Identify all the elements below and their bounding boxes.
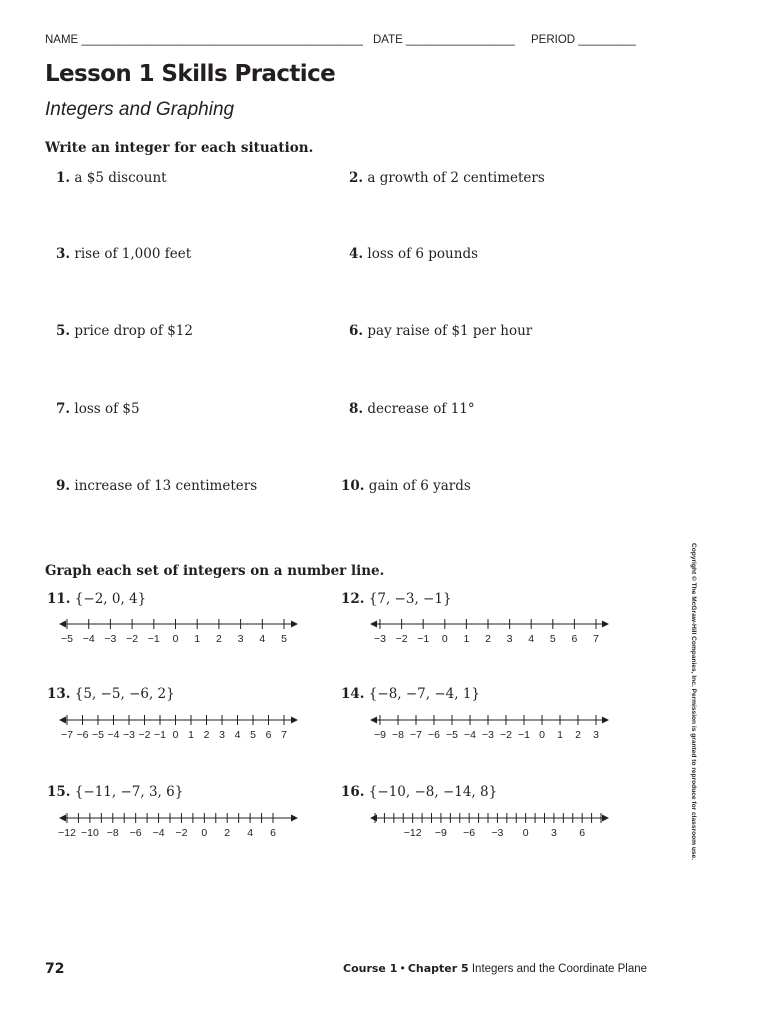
- problem-text: {−2, 0, 4}: [74, 591, 147, 607]
- tick-label: −3: [123, 729, 135, 741]
- tick-label: −1: [147, 633, 160, 645]
- tick-label: 4: [259, 633, 266, 645]
- arrow-right-icon: [291, 815, 298, 822]
- tick-label: −2: [500, 729, 512, 741]
- problem-number: 16.: [341, 784, 365, 800]
- problem-number: 3.: [56, 246, 71, 262]
- tick-label: −4: [107, 729, 120, 741]
- tick-label: 4: [234, 729, 241, 741]
- tick-label: −8: [106, 827, 119, 839]
- number-line-16: [370, 813, 609, 839]
- tick-label: 2: [215, 633, 222, 645]
- problem-text: price drop of $12: [74, 323, 193, 339]
- arrow-right-icon: [291, 621, 298, 628]
- tick-label: 0: [172, 633, 179, 645]
- page-subtitle: Integers and Graphing: [45, 99, 235, 120]
- tick-label: −8: [392, 729, 404, 741]
- problem-number: 12.: [341, 591, 365, 607]
- page-number: 72: [45, 961, 65, 977]
- tick-label: 0: [441, 633, 448, 645]
- problem-number: 4.: [349, 246, 364, 262]
- name-label: NAME: [45, 34, 79, 46]
- tick-label: −1: [154, 729, 166, 741]
- tick-label: 3: [550, 827, 557, 839]
- tick-label: −4: [152, 827, 165, 839]
- section2-instruction: Graph each set of integers on a number line.: [45, 563, 385, 579]
- footer-chapter-title: Integers and the Coordinate Plane: [471, 963, 648, 975]
- problem-number: 9.: [56, 478, 71, 494]
- tick-label: −9: [434, 827, 447, 839]
- tick-label: −6: [463, 827, 476, 839]
- tick-label: −12: [403, 827, 422, 839]
- arrow-right-icon: [602, 621, 609, 628]
- tick-label: −1: [417, 633, 430, 645]
- problem-number: 15.: [47, 784, 71, 800]
- number-line-12: [370, 619, 609, 645]
- tick-label: −5: [92, 729, 104, 741]
- tick-label: 3: [237, 633, 244, 645]
- tick-label: 0: [201, 827, 208, 839]
- name-blank: ____________________________________________: [81, 34, 363, 46]
- tick-label: 5: [250, 729, 256, 741]
- date-blank: _________________: [406, 34, 515, 46]
- problem-text: gain of 6 yards: [368, 478, 471, 494]
- tick-label: 4: [528, 633, 535, 645]
- problem-number: 5.: [56, 323, 71, 339]
- tick-label: 1: [194, 633, 201, 645]
- tick-label: 3: [593, 729, 599, 741]
- arrow-right-icon: [602, 717, 609, 724]
- tick-label: −6: [129, 827, 142, 839]
- date-label: DATE: [373, 34, 403, 46]
- period-label: PERIOD: [531, 34, 576, 46]
- problem-number: 8.: [349, 401, 364, 417]
- problem-text: loss of $5: [74, 401, 140, 417]
- tick-label: 1: [188, 729, 194, 741]
- number-line-14: [370, 715, 609, 741]
- tick-label: 7: [281, 729, 287, 741]
- tick-label: −10: [80, 827, 99, 839]
- tick-label: 2: [203, 729, 210, 741]
- page-title: Lesson 1 Skills Practice: [45, 61, 336, 87]
- tick-label: 2: [485, 633, 491, 645]
- footer-bullet: •: [400, 963, 405, 975]
- problem-text: loss of 6 pounds: [367, 246, 479, 262]
- arrow-right-icon: [602, 815, 609, 822]
- arrow-left-icon: [59, 717, 66, 724]
- arrow-left-icon: [370, 815, 377, 822]
- problem-text: rise of 1,000 feet: [74, 246, 192, 262]
- tick-label: 2: [224, 827, 231, 839]
- tick-label: −3: [374, 633, 386, 645]
- tick-label: 0: [522, 827, 529, 839]
- tick-label: 3: [506, 633, 513, 645]
- tick-label: −2: [126, 633, 139, 645]
- tick-label: −3: [491, 827, 504, 839]
- tick-label: −3: [104, 633, 117, 645]
- tick-label: 1: [557, 729, 563, 741]
- tick-label: 3: [219, 729, 225, 741]
- problem-text: decrease of 11°: [367, 401, 475, 417]
- tick-label: −1: [518, 729, 530, 741]
- problem-text: a growth of 2 centimeters: [367, 170, 545, 186]
- arrow-left-icon: [59, 621, 66, 628]
- tick-label: 6: [579, 827, 586, 839]
- problem-text: {5, −5, −6, 2}: [74, 686, 175, 702]
- tick-label: 5: [281, 633, 287, 645]
- tick-label: 0: [539, 729, 545, 741]
- tick-label: 7: [593, 633, 599, 645]
- tick-label: −2: [395, 633, 408, 645]
- number-line-15: [58, 813, 298, 839]
- tick-label: −2: [175, 827, 188, 839]
- tick-label: 0: [172, 729, 179, 741]
- section1-instruction: Write an integer for each situation.: [45, 140, 314, 156]
- tick-label: −7: [61, 729, 73, 741]
- footer-chapter: [343, 962, 647, 975]
- tick-label: −7: [410, 729, 422, 741]
- problem-number: 11.: [47, 591, 71, 607]
- arrow-left-icon: [370, 717, 377, 724]
- problem-number: 6.: [349, 323, 364, 339]
- footer-chapter-number: Chapter 5: [407, 962, 469, 975]
- tick-label: 6: [571, 633, 578, 645]
- arrow-right-icon: [291, 717, 298, 724]
- tick-label: 2: [575, 729, 581, 741]
- problem-number: 1.: [56, 170, 71, 186]
- problem-text: a $5 discount: [74, 170, 167, 186]
- problem-text: {−8, −7, −4, 1}: [368, 686, 481, 702]
- footer-course: Course 1: [343, 962, 398, 975]
- tick-label: 6: [265, 729, 272, 741]
- problem-number: 7.: [56, 401, 71, 417]
- problem-text: {−11, −7, 3, 6}: [74, 784, 184, 800]
- problem-number: 10.: [341, 478, 365, 494]
- problem-number: 14.: [341, 686, 365, 702]
- tick-label: 6: [270, 827, 276, 839]
- problem-text: pay raise of $1 per hour: [367, 323, 533, 339]
- copyright-notice: Copyright © The McGraw-Hill Companies, Inc. Permission is granted to reproduce for classroom use.: [690, 543, 697, 861]
- tick-label: −5: [446, 729, 458, 741]
- tick-label: 1: [463, 633, 470, 645]
- tick-label: 4: [247, 827, 254, 839]
- tick-label: −2: [138, 729, 151, 741]
- tick-label: 5: [549, 633, 556, 645]
- tick-label: −5: [61, 633, 73, 645]
- tick-label: −12: [58, 827, 76, 839]
- arrow-left-icon: [59, 815, 66, 822]
- number-line-11: [59, 619, 298, 645]
- problem-text: increase of 13 centimeters: [74, 478, 258, 494]
- period-blank: _________: [578, 34, 636, 46]
- tick-label: −6: [76, 729, 89, 741]
- tick-label: −4: [464, 729, 476, 741]
- tick-label: −6: [428, 729, 440, 741]
- problem-number: 13.: [47, 686, 71, 702]
- problem-text: {7, −3, −1}: [368, 591, 452, 607]
- arrow-left-icon: [370, 621, 377, 628]
- problem-number: 2.: [349, 170, 364, 186]
- problem-text: {−10, −8, −14, 8}: [368, 784, 498, 800]
- tick-label: −4: [82, 633, 95, 645]
- tick-label: −9: [374, 729, 386, 741]
- tick-label: −3: [482, 729, 494, 741]
- number-line-13: [59, 715, 298, 741]
